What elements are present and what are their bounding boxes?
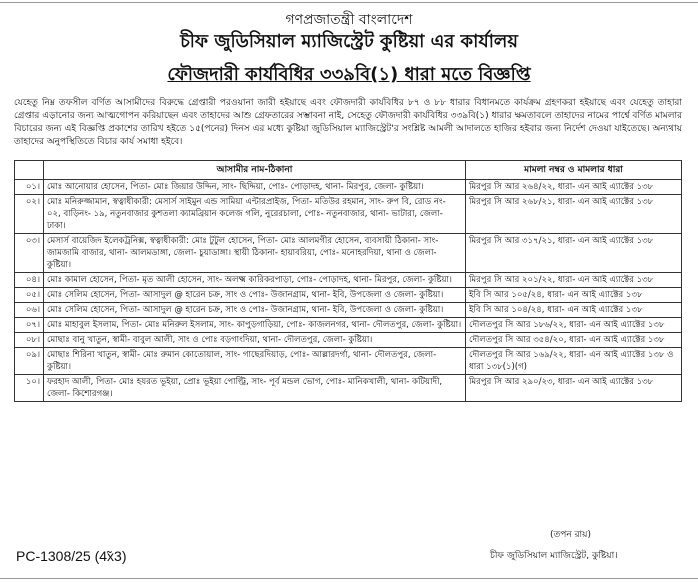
name-cell: মেসার্স বায়েজিদ ইলেকট্রনিক্স, স্বত্বাধীকারী: মোঃ টুটুল হোসেন, পিতা- মোঃ আলমগীর হোসেন, ব্যবসায়ী ঠিকানা- সাং- জামজামি বাজার, থানা- আলমডাঙ্গা, জেলা- চুয়াডাঙ্গা। স্থায়ী ঠিকানা- হায়াবরিয়া, পোঃ- মনোহরদিয়া, থানা ও জেলা- কুষ্টিয়া। [44,234,466,273]
country-heading: গণপ্রজাতন্ত্রী বাংলাদেশ [285,12,413,28]
case-cell: দৌলতপুর সি আর ১৮৬/২২, ধারা- এন আই এ্যাক্টের ১৩৮ [466,318,682,333]
table-row [15,333,682,348]
name-cell: মোঃ সেলিম হোসেন, পিতা- আসাদুল @ হারেন চক্র, সাং ও পোঃ- উজানগ্রাম, থানা- ইবি, উপজেলা ও জেলা- কুষ্টিয়া। [44,288,466,303]
serial-cell: ০৫। [15,288,44,303]
case-cell: মিরপুর সি আর ৩১৭/২১, ধারা- এন আই এ্যাক্টের ১৩৮ [466,234,682,273]
serial-cell: ১০। [15,375,44,402]
ad-code: PC-1308/25 (4̃x3) [16,548,127,564]
serial-cell: ০৮। [15,333,44,348]
office-heading: চীফ জুডিসিয়াল ম্যাজিস্ট্রেট কুষ্টিয়া এর কার্যালয় [180,31,518,52]
serial-cell: ০১। [15,180,44,195]
name-cell: মোঃ সেলিম হোসেন, পিতা- আসাদুল @ হারেন চক্র, সাং ও পোঃ- উজানগ্রাম, থানা- ইবি, উপজেলা ও জেলা- কুষ্টিয়া। [44,303,466,318]
table-row [15,348,682,375]
bottom-rule [0,578,698,579]
serial-cell: ০৯। [15,348,44,375]
serial-cell: ০৩। [15,234,44,273]
case-cell: দৌলতপুর সি আর ৩৫৪/২০, ধারা- এন আই এ্যাক্টের ১৩৮ [466,333,682,348]
table-row [15,375,682,402]
name-cell: মোঃ কামাল হোসেন, পিতা- মৃত আলী হোসেন, সাং- অলক্ষ্ম কারিকরপাড়া, পোঃ- পোড়াদহ, থানা- মিরপুর, জেলা- কুষ্টিয়া। [44,273,466,288]
case-cell: মিরপুর সি আর ২০১/২২, ধারা- এন আই এ্যাক্টের ১৩৮ [466,273,682,288]
table-row [15,318,682,333]
name-header: আসামীর নাম-ঠিকানা [44,161,466,180]
case-header: মামলা নম্বর ও মামলার ধারা [466,161,682,180]
case-cell: মিরপুর সি আর ২৯০/২৩, ধারা- এন আই এ্যাক্টের ১৩৮ [466,375,682,402]
serial-header [15,161,44,180]
name-cell: মোঃ আনোয়ার হোসেন, পিতা- মোঃ জিয়ার উদ্দিন, সাং- ছিদ্দিয়া, পোঃ- পোড়াদহ, থানা- মিরপুর, জেলা- কুষ্টিয়া। [44,180,466,195]
name-cell: মোছাঃ শিরিনা খাতুন, স্বামী- মোঃ রুমান কোতোয়াল, সাং- গাছেরদিয়াড়, পোঃ- আল্লারদর্গা, থানা- দৌলতপুর, জেলা- কুষ্টিয়া। [44,348,466,375]
serial-cell: ০৭। [15,318,44,333]
serial-cell: ০৬। [15,303,44,318]
table-row [15,195,682,234]
intro-paragraph: যেহেতু নিম্ন তফসীল বর্ণিত আসামীদের বিরুদ্ধে গ্রেপ্তারী পরওয়ানা জারী হইয়াছে এবং ফৌজদারী কার্যবিধির ৮৭ ও ৮৮ ধারার বিধানমতে কার্যক্রম গ্রহণকরা হইয়াছে এবং যেহেতু তাহারা গ্রেপ্তার এড়ানোর জন্য আত্মগোপন করিয়াছেন এবং তাহাদের আশু গ্রেফতারের সম্ভাবনা নাই, সেহেতু ফৌজদারী কার্যবিধির ৩৩৯বি(১) ধারার ক্ষমতাবলে তাহাদের নামের পার্শ্বে বর্ণিত মামলার বিচারের জন্য এই বিজ্ঞপ্তি প্রকাশের তারিখ হইতে ১৫(পনের) দিনস এর মধ্যে কুষ্টিয়া জুডিসিয়াল ম্যাজিস্ট্রেট'র সংশ্লিষ্ট আমলী আদালতে হাজির হইবার জন্য নির্দেশ দেওয়া যাইতেছে। অন্যথায় তাহাদের অনুপস্থিতিতে বিচার কার্য সমাধা হইবে। [14,98,682,147]
table-header-row [15,161,682,180]
case-cell: দৌলতপুর সি আর ১৬৯/২২, ধারা- এন আই এ্যাক্টের ১৩৮ ও ধারা ১৩৮(১)(গ) [466,348,682,375]
table-row [15,273,682,288]
accused-table [14,160,682,402]
table-row [15,303,682,318]
notice-title: ফৌজদারী কার্যবিধির ৩৩৯বি(১) ধারা মতে বিজ্ঞপ্তি [167,64,531,85]
name-cell: মোছাঃ বানু খাতুন, স্বামী- বাবুল আলী, সাং ও পোঃ বড়গাংদিয়া, থানা- দৌলতপুর, জেলা- কুষ্টিয়া। [44,333,466,348]
case-cell: মিরপুর সি আর ২৬৮/২১, ধারা- এন আই এ্যাক্টের ১৩৮ [466,195,682,234]
signature-name: (তপন রায়) [550,530,591,540]
top-rule [0,2,698,3]
table-row [15,234,682,273]
case-cell: মিরপুর সি আর ২৬৪/২২, ধারা- এন আই এ্যাক্টের ১৩৮ [466,180,682,195]
signature-title: চীফ জুডিসিয়াল ম্যাজিস্ট্রেট, কুষ্টিয়া। [490,551,618,561]
case-cell: ইবি সি আর ১০৪/২৪, ধারা- এন আই এ্যাক্টের ১৩৮ [466,303,682,318]
name-cell: মোঃ মনিরুজ্জামান, স্বত্বাধীকারী: মেসার্স সাইমুন এন্ড সামিয়া এন্টারপ্রাইজ, পিতা- মতিউর রহমান, সাং- রুপ বি, রোড নং- ০২, বাড়িনং- ১৯, নতুনবাজার কুশতলা ক্যামব্রিয়ান কলেজ গলি, নুরেরচালা, পোঃ- নতুনবাজার, থানা- ভাটারা, জেলা- ঢাকা। [44,195,466,234]
case-cell: ইবি সি আর ১০৫/২৪, ধারা- এন আই এ্যাক্টের ১৩৮ [466,288,682,303]
name-cell: ফরহাদ আলী, পিতা- মোঃ হযরত ভূইয়া, প্রোঃ ভূইয়া পোল্ট্রি, সাং- পূর্ব মন্ডল ভোগ, পোঃ- মানিকখালী, থানা- কটিয়াদী, জেলা- কিশোরগঞ্জ। [44,375,466,402]
serial-cell: ০৪। [15,273,44,288]
serial-cell: ০২। [15,195,44,234]
name-cell: মোঃ মাহাবুল ইসলাম, পিতা- মোঃ মনিরুল ইসলাম, সাং- কাপুড়গাড়িয়া, পোঃ- কাজলনগর, থানা- দৌলতপুর, জেলা- কুষ্টিয়া। [44,318,466,333]
table-row [15,180,682,195]
table-row [15,288,682,303]
